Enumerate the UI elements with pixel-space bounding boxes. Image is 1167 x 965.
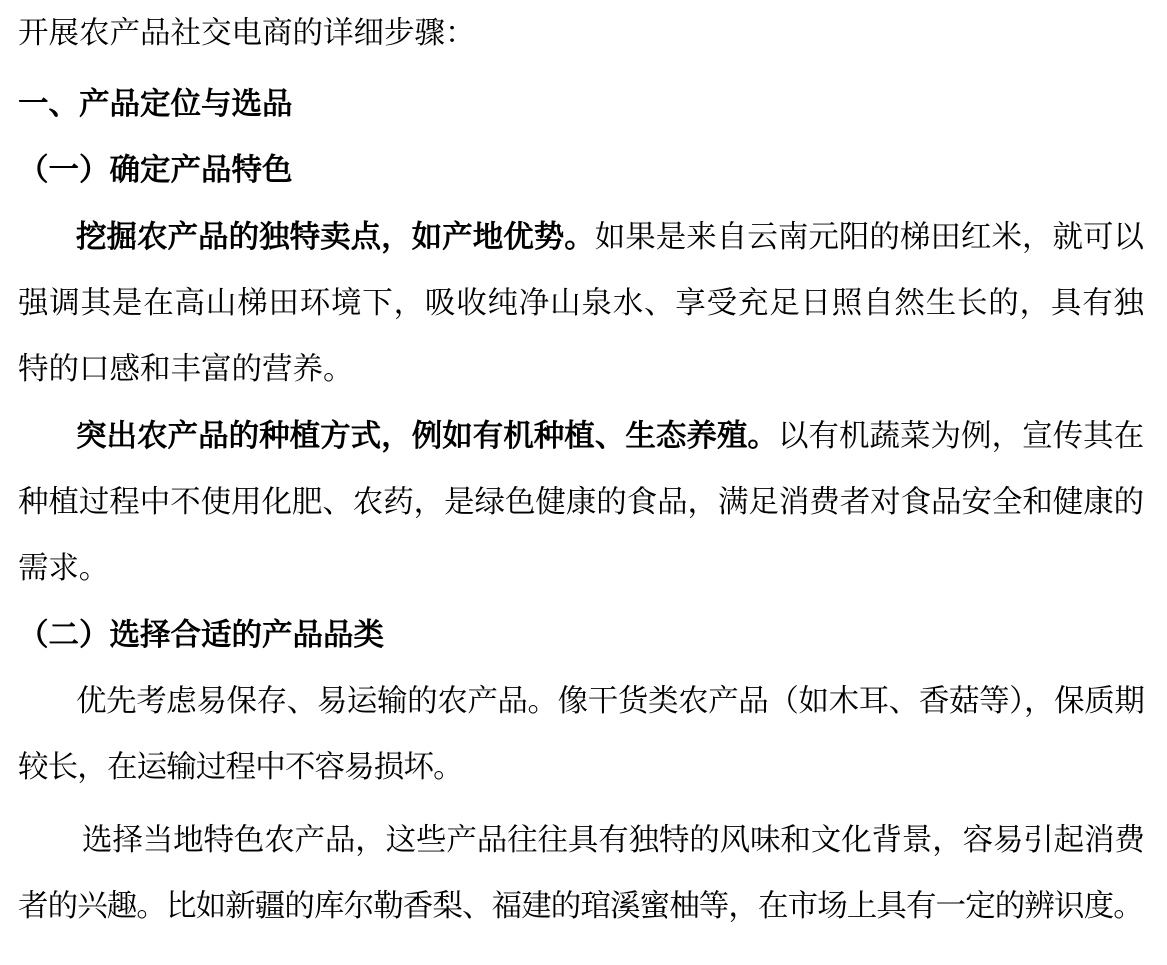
document-title: 开展农产品社交电商的详细步骤： xyxy=(18,16,476,50)
paragraph-storage-transport xyxy=(18,668,1144,800)
paragraph-body-text: 以有机蔬菜为例，宣传其在种植过程中不使用化肥、农药，是绿色健康的食品，满足消费者对食品安全和健康的需求。 xyxy=(18,419,1144,585)
paragraph-body-text: 如果是来自云南元阳的梯田红米，就可以强调其是在高山梯田环境下，吸收纯净山泉水、享受充足日照自然生长的，具有独特的口感和丰富的营养。 xyxy=(18,220,1144,386)
section-1-heading: 一、产品定位与选品 xyxy=(18,87,293,121)
paragraph-lead-bold: 突出农产品的种植方式，例如有机种植、生态养殖。 xyxy=(76,419,778,453)
subsection-1-heading: （一）确定产品特色 xyxy=(18,153,293,187)
paragraph-body-text: 选择当地特色农产品，这些产品往往具有独特的风味和文化背景，容易引起消费者的兴趣。比如新疆的库尔勒香梨、福建的琯溪蜜柚等，在市场上具有一定的辨识度。 xyxy=(18,823,1144,923)
paragraph-lead-bold: 挖掘农产品的独特卖点，如产地优势。 xyxy=(76,220,595,254)
paragraph-local-specialty xyxy=(18,807,1144,939)
paragraph-planting-method xyxy=(18,403,1144,601)
subsection-2-heading: （二）选择合适的产品品类 xyxy=(18,618,384,652)
paragraph-body-text: 优先考虑易保存、易运输的农产品。像干货类农产品（如木耳、香菇等），保质期较长，在运输过程中不容易损坏。 xyxy=(18,684,1144,784)
paragraph-product-origin xyxy=(18,204,1144,402)
